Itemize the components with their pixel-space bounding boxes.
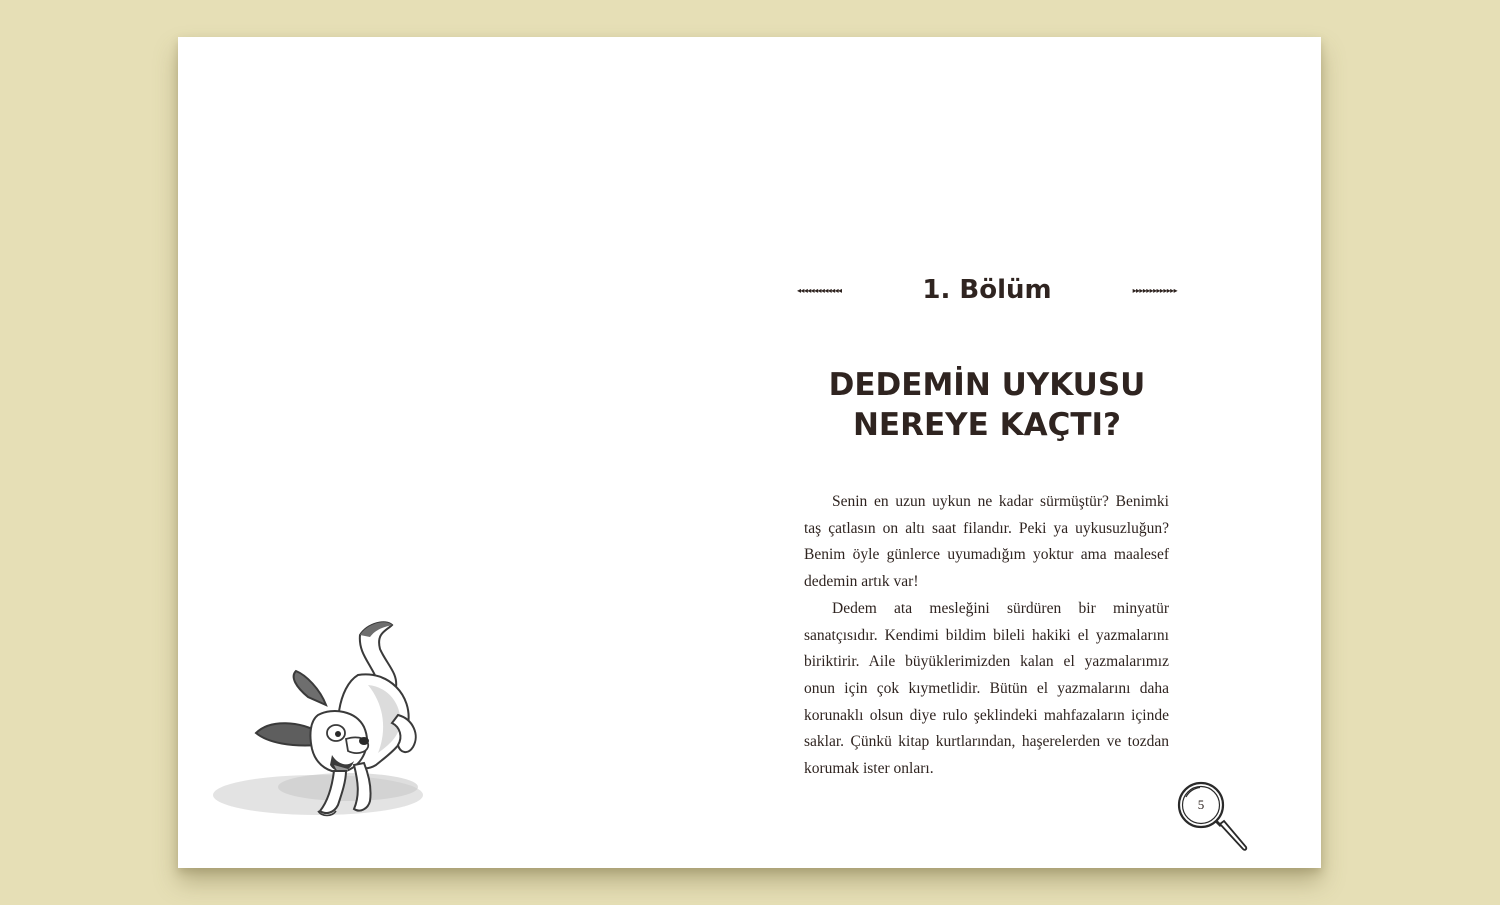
chapter-title-line-1: DEDEMİN UYKUSU: [828, 367, 1146, 403]
dog-illustration: [208, 615, 438, 830]
chapter-heading: [797, 275, 1177, 307]
chapter-title: [797, 365, 1177, 445]
chapter-label: 1. Bölüm: [922, 275, 1052, 305]
decorative-arrows-right: ▸▸▸▸▸▸▸▸▸▸▸▸▸: [1132, 286, 1177, 295]
page-number: 5: [1197, 797, 1205, 812]
right-page: [749, 37, 1321, 868]
page-number-badge: [1177, 781, 1249, 855]
chapter-title-line-2: NEREYE KAÇTI?: [852, 407, 1121, 443]
book-spread: [178, 37, 1321, 868]
decorative-arrows-left: ◂◂◂◂◂◂◂◂◂◂◂◂◂: [797, 286, 842, 295]
magnifying-glass-icon: [1177, 781, 1249, 855]
paragraph: Dedem ata mesleğini sürdüren bir minyatür sanatçısıdır. Kendimi bildim bileli hakiki el yazmalarını biriktirir. Aile büyüklerimizden kalan el yazmalarımız onun için çok kıymetlidir. Bütün el yazmalarını daha korunaklı olsun diye rulo şeklindeki mahfazaların içinde saklar. Çünkü kitap kurtlarından, haşerelerden ve tozdan korumak ister onları.: [804, 599, 1169, 778]
paragraph: Senin en uzun uykun ne kadar sürmüştür? Benimki taş çatlasın on altı saat filandır. Peki ya uykusuzluğun? Benim öyle günlerce uyumadığım yoktur ama maalesef dedemin artık var!: [804, 493, 1169, 591]
body-text: [804, 489, 1169, 783]
left-page: [178, 37, 749, 868]
